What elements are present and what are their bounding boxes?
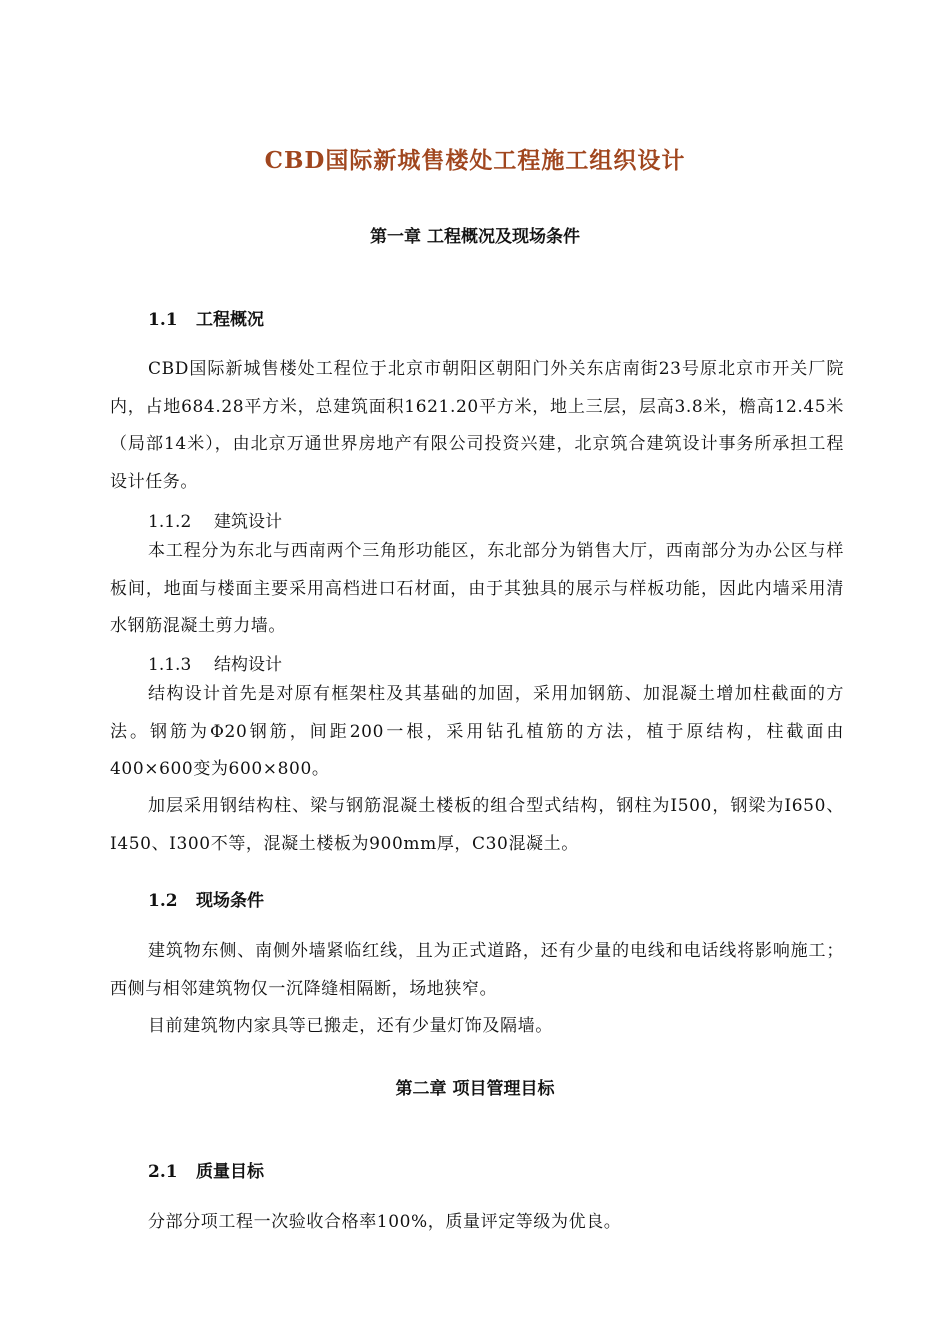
paragraph-site-conditions: 建筑物东侧、南侧外墙紧临红线，且为正式道路，还有少量的电线和电话线将影响施工；西侧与相邻建筑物仅一沉降缝相隔断，场地狭窄。 [110, 941, 844, 999]
subsection-number: 1.1.3 [148, 655, 192, 675]
section-number: 2.1 [148, 1162, 178, 1182]
paragraph-quality-target: 分部分项工程一次验收合格率100%，质量评定等级为优良。 [148, 1212, 622, 1232]
subsection-number: 1.1.2 [148, 512, 192, 532]
chapter-2-heading: 第二章 项目管理目标 [395, 1079, 555, 1099]
section-label: 质量目标 [196, 1162, 264, 1182]
paragraph-structural-design: 结构设计首先是对原有框架柱及其基础的加固，采用加钢筋、加混凝土增加柱截面的方法。钢筋为Φ20钢筋，间距200一根，采用钻孔植筋的方法，植于原结构，柱截面由400×600变为600×800。 [110, 684, 844, 779]
subsection-label: 建筑设计 [214, 512, 282, 532]
section-label: 现场条件 [196, 891, 264, 911]
section-1-2-heading [148, 886, 264, 911]
section-label: 工程概况 [196, 310, 264, 330]
document-title: CBD国际新城售楼处工程施工组织设计 [264, 147, 686, 174]
section-2-1-heading [148, 1157, 264, 1182]
paragraph-site-status: 目前建筑物内家具等已搬走，还有少量灯饰及隔墙。 [148, 1016, 553, 1036]
paragraph-steel-structure: 加层采用钢结构柱、梁与钢筋混凝土楼板的组合型式结构，钢柱为I500，钢梁为I650、I450、I300不等，混凝土楼板为900mm厚，C30混凝土。 [110, 796, 844, 854]
subsection-1-1-3-heading [148, 650, 282, 675]
subsection-label: 结构设计 [214, 655, 282, 675]
section-1-1-heading [148, 305, 264, 330]
subsection-1-1-2-heading [148, 507, 282, 532]
paragraph-architectural-design: 本工程分为东北与西南两个三角形功能区，东北部分为销售大厅，西南部分为办公区与样板间，地面与楼面主要采用高档进口石材面，由于其独具的展示与样板功能，因此内墙采用清水钢筋混凝土剪力墙。 [110, 541, 844, 636]
paragraph-project-overview: CBD国际新城售楼处工程位于北京市朝阳区朝阳门外关东店南街23号原北京市开关厂院内，占地684.28平方米，总建筑面积1621.20平方米，地上三层，层高3.8米，檐高12.45米（局部14米），由北京万通世界房地产有限公司投资兴建，北京筑合建筑设计事务所承担工程设计任务。 [110, 359, 844, 492]
chapter-1-heading: 第一章 工程概况及现场条件 [370, 227, 580, 247]
section-number: 1.2 [148, 891, 178, 911]
section-number: 1.1 [148, 310, 178, 330]
